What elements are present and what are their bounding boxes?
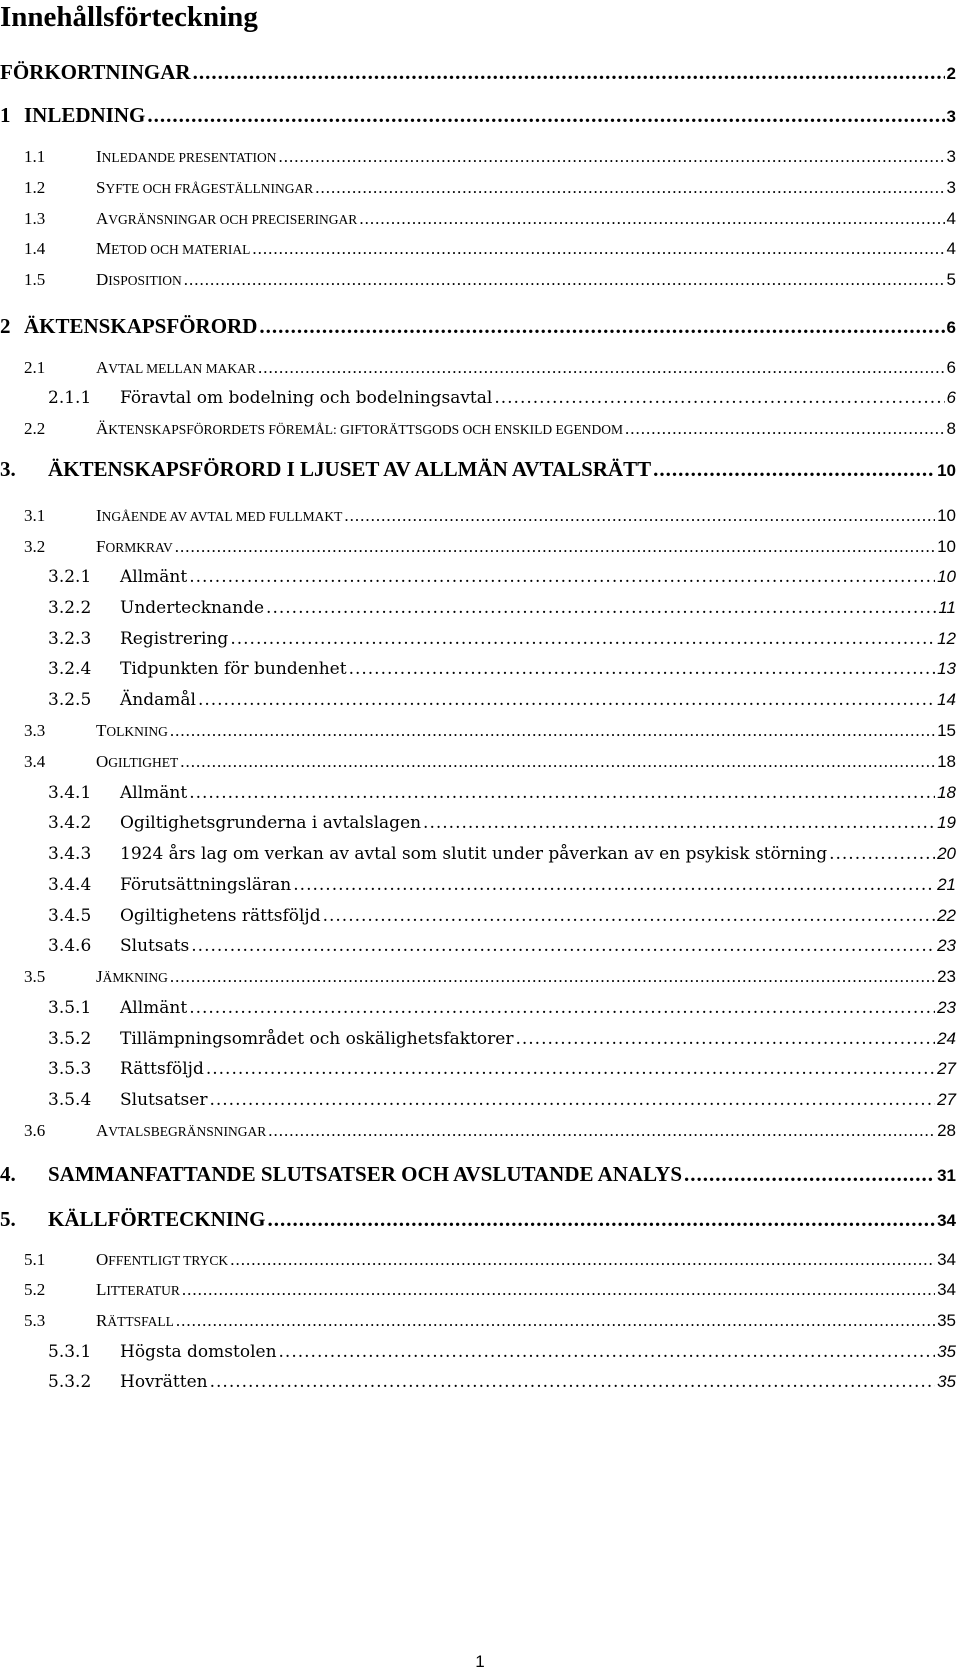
toc-dot-leader xyxy=(494,388,944,408)
toc-dot-leader xyxy=(359,209,944,229)
toc-entry-page: 35 xyxy=(937,1342,956,1361)
toc-entry-title-initial: Tillämpningsområdet och oskälighetsfaktorer xyxy=(120,1029,514,1049)
toc-entry-title-initial: ÄKTENSKAPSFÖRORD I LJUSET AV ALLMÄN AVTALSRÄTT xyxy=(48,457,652,481)
toc-dot-leader xyxy=(170,967,935,987)
toc-entry-title-initial: Allmänt xyxy=(120,783,188,803)
toc-entry-page: 10 xyxy=(937,506,956,525)
toc-entry-title-initial: O xyxy=(96,1250,109,1269)
toc-entry-page: 27 xyxy=(937,1059,956,1078)
toc-entry-title xyxy=(120,659,347,679)
toc-dot-leader xyxy=(829,844,935,864)
toc-entry-number: 1 xyxy=(0,103,11,127)
toc-entry-title-rest: OLKNING xyxy=(106,724,168,739)
toc-entry[interactable] xyxy=(0,209,956,237)
toc-entry-title-rest: ÄMKNING xyxy=(102,970,168,985)
toc-entry-page: 28 xyxy=(937,1121,956,1140)
toc-entry-number: 3.5.2 xyxy=(48,1029,92,1049)
toc-dot-leader xyxy=(206,1059,935,1079)
toc-entry-title xyxy=(48,1207,265,1232)
toc-entry-page: 3 xyxy=(946,178,956,197)
toc-dot-leader xyxy=(323,906,935,926)
toc-entry-page: 11 xyxy=(938,598,956,617)
toc-entry-title-rest: VTALSBEGRÄNSNINGAR xyxy=(108,1124,267,1139)
toc-entry[interactable] xyxy=(0,314,956,342)
toc-entry[interactable] xyxy=(0,783,956,811)
toc-entry-title-initial: S xyxy=(96,178,106,197)
toc-entry-page: 8 xyxy=(946,419,956,438)
toc-entry-number: 5. xyxy=(0,1207,16,1231)
toc-dot-leader xyxy=(279,1342,936,1362)
toc-entry[interactable] xyxy=(0,103,956,131)
toc-entry-number: 3.4.5 xyxy=(48,906,92,926)
toc-entry[interactable] xyxy=(0,752,956,780)
toc-entry-title xyxy=(120,1029,513,1049)
toc-entry-page: 13 xyxy=(937,659,956,678)
toc-entry-number: 2.1.1 xyxy=(48,388,92,408)
toc-dot-leader xyxy=(684,1162,935,1187)
toc-entry-title-initial: Hovrätten xyxy=(120,1372,208,1392)
toc-entry[interactable] xyxy=(0,358,956,386)
toc-entry-title-initial: O xyxy=(96,752,109,771)
toc-entry-page: 10 xyxy=(937,567,956,586)
toc-entry-title-initial: F xyxy=(96,537,106,556)
toc-entry-title-initial: A xyxy=(96,1121,109,1140)
toc-entry-title xyxy=(96,419,623,439)
toc-entry-number: 3.1 xyxy=(24,506,46,525)
toc-entry-page: 19 xyxy=(937,813,956,832)
toc-entry-title xyxy=(24,103,145,128)
toc-entry-title xyxy=(120,690,196,710)
toc-entry-title xyxy=(96,1250,228,1270)
toc-dot-leader xyxy=(266,598,936,618)
toc-entry-title xyxy=(96,721,168,741)
toc-entry-title-initial: Slutsats xyxy=(120,936,190,956)
toc-entry-page: 27 xyxy=(937,1090,956,1109)
toc-entry-number: 3.4.3 xyxy=(48,844,92,864)
toc-entry[interactable] xyxy=(0,998,956,1026)
toc-entry-title xyxy=(120,844,827,864)
toc-entry[interactable] xyxy=(0,1342,956,1370)
toc-entry-page: 34 xyxy=(937,1280,956,1299)
toc-entry-page: 18 xyxy=(937,783,956,802)
toc-entry[interactable] xyxy=(0,178,956,206)
toc-entry[interactable] xyxy=(0,813,956,841)
toc-entry-title-initial: D xyxy=(96,270,109,289)
toc-entry-page: 3 xyxy=(946,147,956,166)
toc-entry[interactable] xyxy=(0,1029,956,1057)
toc-entry-title xyxy=(24,314,257,339)
toc-entry-page: 35 xyxy=(937,1311,956,1330)
toc-entry-number: 1.3 xyxy=(24,209,46,228)
toc-dot-leader xyxy=(198,690,935,710)
toc-entry-number: 3.4.1 xyxy=(48,783,92,803)
toc-entry[interactable] xyxy=(0,875,956,903)
toc-dot-leader xyxy=(230,1250,935,1270)
toc-entry-number: 3.6 xyxy=(24,1121,46,1140)
toc-entry-title-initial: A xyxy=(96,358,109,377)
toc-entry-page: 23 xyxy=(937,967,956,986)
toc-entry-title-initial: ÄKTENSKAPSFÖRORD xyxy=(24,314,258,338)
toc-entry[interactable] xyxy=(0,906,956,934)
toc-entry-title xyxy=(120,1372,208,1392)
toc-entry-number: 5.1 xyxy=(24,1250,46,1269)
toc-entry-title xyxy=(120,1059,204,1079)
toc-entry-title xyxy=(96,178,313,198)
toc-entry-title-rest: ITTERATUR xyxy=(106,1283,180,1298)
toc-entry[interactable] xyxy=(0,1280,956,1308)
toc-entry[interactable] xyxy=(0,270,956,298)
toc-entry-title-rest: KTENSKAPSFÖRORDETS FÖREMÅL: GIFTORÄTTSGODS OCH ENSKILD EGENDOM xyxy=(108,422,623,437)
toc-entry-number: 1.5 xyxy=(24,270,46,289)
toc-entry-number: 3.5.4 xyxy=(48,1090,92,1110)
toc-entry[interactable] xyxy=(0,936,956,964)
toc-dot-leader xyxy=(209,1090,935,1110)
toc-entry[interactable] xyxy=(0,239,956,267)
toc-entry-title-initial: INLEDNING xyxy=(24,103,146,127)
toc-dot-leader xyxy=(189,567,935,587)
toc-entry-page: 23 xyxy=(937,998,956,1017)
toc-entry-title xyxy=(120,813,421,833)
toc-dot-leader xyxy=(176,1311,935,1331)
toc-entry[interactable] xyxy=(0,598,956,626)
toc-entry-page: 18 xyxy=(937,752,956,771)
toc-entry-title-initial: Ändamål xyxy=(120,690,196,710)
toc-entry-title xyxy=(96,537,173,557)
toc-dot-leader xyxy=(175,537,935,557)
toc-entry-number: 1.4 xyxy=(24,239,46,258)
toc-dot-leader xyxy=(344,506,935,526)
toc-entry-number: 1.2 xyxy=(24,178,46,197)
toc-dot-leader xyxy=(189,783,935,803)
toc-dot-leader xyxy=(315,178,944,198)
toc-entry-title-initial: 1924 års lag om verkan av avtal som slutit under påverkan av en psykisk störning xyxy=(120,844,828,864)
toc-entry-title-rest: ISPOSITION xyxy=(108,273,182,288)
toc-entry-title-initial: Slutsatser xyxy=(120,1090,208,1110)
toc-entry-number: 3.5 xyxy=(24,967,46,986)
toc-entry-number: 1.1 xyxy=(24,147,46,166)
toc-entry-number: 3.4.4 xyxy=(48,875,92,895)
toc-entry-number: 4. xyxy=(0,1162,16,1186)
toc-entry-page: 35 xyxy=(937,1372,956,1391)
toc-entry-number: 2.1 xyxy=(24,358,46,377)
toc-entry[interactable] xyxy=(0,659,956,687)
toc-entry-title xyxy=(120,906,321,926)
toc-entry-page: 15 xyxy=(937,721,956,740)
toc-entry[interactable] xyxy=(0,721,956,749)
toc-entry-number: 3.2.4 xyxy=(48,659,92,679)
toc-entry-title-initial: L xyxy=(96,1280,107,1299)
toc-entry-title xyxy=(96,1280,180,1300)
toc-entry[interactable] xyxy=(0,1090,956,1118)
toc-entry-title xyxy=(120,1342,277,1362)
toc-entry-number: 5.3.2 xyxy=(48,1372,92,1392)
toc-entry-page: 20 xyxy=(937,844,956,863)
toc-entry-title xyxy=(0,60,191,85)
toc-entry[interactable] xyxy=(0,1059,956,1087)
toc-entry-title-initial: SAMMANFATTANDE SLUTSATSER OCH AVSLUTANDE ANALYS xyxy=(48,1162,683,1186)
toc-dot-leader xyxy=(653,457,935,482)
toc-entry-title xyxy=(48,457,651,482)
toc-entry[interactable] xyxy=(0,1162,956,1190)
toc-entry-title-initial: Ogiltighetens rättsföljd xyxy=(120,906,321,926)
toc-entry[interactable] xyxy=(0,537,956,565)
toc-dot-leader xyxy=(268,1121,935,1141)
toc-dot-leader xyxy=(182,1280,935,1300)
toc-entry-page: 5 xyxy=(946,270,956,289)
toc-entry-page: 34 xyxy=(937,1250,956,1269)
toc-entry-page: 6 xyxy=(946,388,956,407)
toc-dot-leader xyxy=(193,60,945,85)
toc-entry-page: 2 xyxy=(946,64,956,83)
toc-entry-number: 5.3 xyxy=(24,1311,46,1330)
toc-entry-number: 3.2.5 xyxy=(48,690,92,710)
toc-dot-leader xyxy=(625,419,945,439)
toc-entry-page: 24 xyxy=(937,1029,956,1048)
toc-entry[interactable] xyxy=(0,388,956,416)
toc-entry-number: 3.5.3 xyxy=(48,1059,92,1079)
toc-entry-title-initial: A xyxy=(96,209,109,228)
toc-entry-title-rest: VTAL MELLAN MAKAR xyxy=(108,361,256,376)
toc-dot-leader xyxy=(147,103,944,128)
toc-dot-leader xyxy=(210,1372,935,1392)
toc-entry-page: 31 xyxy=(937,1166,956,1185)
toc-entry-title-initial: I xyxy=(96,506,102,525)
toc-entry-page: 10 xyxy=(937,537,956,556)
toc-title: Innehållsförteckning xyxy=(0,1,258,33)
toc-entry-title xyxy=(120,783,187,803)
toc-entry[interactable] xyxy=(0,506,956,534)
toc-entry[interactable] xyxy=(0,1121,956,1149)
toc-entry-title xyxy=(96,358,256,378)
toc-entry[interactable] xyxy=(0,1372,956,1400)
toc-entry-title-initial: Ä xyxy=(96,419,109,438)
toc-entry-title xyxy=(120,998,187,1018)
toc-entry-number: 3.2.1 xyxy=(48,567,92,587)
toc-entry-number: 5.2 xyxy=(24,1280,46,1299)
toc-entry-title-initial: Rättsföljd xyxy=(120,1059,204,1079)
toc-entry[interactable] xyxy=(0,629,956,657)
toc-entry-number: 2.2 xyxy=(24,419,46,438)
toc-dot-leader xyxy=(191,936,935,956)
toc-entry-title xyxy=(120,598,264,618)
toc-entry-title-rest: FFENTLIGT TRYCK xyxy=(108,1253,229,1268)
toc-entry-title-initial: Allmänt xyxy=(120,998,188,1018)
toc-entry-title-initial: M xyxy=(96,239,112,258)
toc-entry-title xyxy=(120,1090,207,1110)
toc-entry-page: 6 xyxy=(946,358,956,377)
toc-entry-title-initial: Förutsättningsläran xyxy=(120,875,292,895)
toc-entry-number: 3.4.2 xyxy=(48,813,92,833)
toc-entry-title-rest: ETOD OCH MATERIAL xyxy=(111,242,251,257)
toc-entry-number: 3.5.1 xyxy=(48,998,92,1018)
toc-entry-page: 14 xyxy=(937,690,956,709)
toc-entry-number: 3.3 xyxy=(24,721,46,740)
toc-entry-title-initial: T xyxy=(96,721,107,740)
toc-entry-title-initial: FÖRKORTNINGAR xyxy=(0,60,191,84)
toc-entry-title-rest: NLEDANDE PRESENTATION xyxy=(101,150,277,165)
toc-entry-page: 4 xyxy=(946,239,956,258)
toc-entry-number: 3.2.2 xyxy=(48,598,92,618)
toc-entry-title-initial: R xyxy=(96,1311,108,1330)
toc-entry[interactable] xyxy=(0,844,956,872)
toc-entry[interactable] xyxy=(0,457,956,485)
toc-dot-leader xyxy=(349,659,936,679)
toc-dot-leader xyxy=(423,813,935,833)
toc-dot-leader xyxy=(230,629,935,649)
toc-dot-leader xyxy=(189,998,935,1018)
toc-dot-leader xyxy=(515,1029,935,1049)
toc-entry[interactable] xyxy=(0,567,956,595)
toc-entry-title xyxy=(96,270,182,290)
toc-dot-leader xyxy=(293,875,935,895)
toc-dot-leader xyxy=(184,270,945,290)
toc-dot-leader xyxy=(170,721,935,741)
toc-dot-leader xyxy=(258,358,945,378)
toc-entry-title xyxy=(96,1121,266,1141)
toc-entry-number: 2 xyxy=(0,314,11,338)
toc-entry[interactable] xyxy=(0,147,956,175)
toc-entry-title xyxy=(96,147,276,167)
toc-entry-title-initial: Tidpunkten för bundenhet xyxy=(120,659,347,679)
toc-entry-page: 4 xyxy=(946,209,956,228)
toc-entry-title-initial: Allmänt xyxy=(120,567,188,587)
toc-entry[interactable] xyxy=(0,419,956,447)
toc-entry-title xyxy=(120,629,228,649)
toc-entry-title-initial: Högsta domstolen xyxy=(120,1342,277,1362)
toc-entry-page: 22 xyxy=(937,906,956,925)
toc-dot-leader xyxy=(267,1207,935,1232)
toc-dot-leader xyxy=(259,314,944,339)
toc-entry-title-rest: VGRÄNSNINGAR OCH PRECISERINGAR xyxy=(108,212,358,227)
toc-entry[interactable] xyxy=(0,967,956,995)
toc-entry-page: 3 xyxy=(946,107,956,126)
toc-entry-title-initial: I xyxy=(96,147,102,166)
toc-entry-title-initial: Föravtal om bodelning och bodelningsavtal xyxy=(120,388,493,408)
toc-dot-leader xyxy=(252,239,944,259)
toc-entry-number: 3. xyxy=(0,457,16,481)
toc-entry-title xyxy=(48,1162,682,1187)
toc-dot-leader xyxy=(278,147,944,167)
toc-entry-title-initial: Ogiltighetsgrunderna i avtalslagen xyxy=(120,813,422,833)
toc-entry-title-rest: NGÅENDE AV AVTAL MED FULLMAKT xyxy=(101,509,343,524)
toc-dot-leader xyxy=(180,752,935,772)
toc-entry-number: 3.2.3 xyxy=(48,629,92,649)
toc-entry[interactable] xyxy=(0,60,956,88)
footer-page-number: 1 xyxy=(475,1652,485,1671)
toc-entry-page: 10 xyxy=(937,461,956,480)
toc-entry-title-initial: KÄLLFÖRTECKNING xyxy=(48,1207,266,1231)
toc-entry-title-rest: ORMKRAV xyxy=(105,540,173,555)
toc-entry-number: 3.4.6 xyxy=(48,936,92,956)
toc-entry-title-rest: YFTE OCH FRÅGESTÄLLNINGAR xyxy=(105,181,314,196)
toc-entry-title xyxy=(96,239,250,259)
toc-entry-title-rest: GILTIGHET xyxy=(108,755,179,770)
toc-entry-title-initial: J xyxy=(96,967,103,986)
toc-entry-title xyxy=(120,567,187,587)
toc-entry-page: 23 xyxy=(937,936,956,955)
toc-entry-title xyxy=(96,967,168,987)
toc-entry-title-initial: Undertecknande xyxy=(120,598,265,618)
toc-entry[interactable] xyxy=(0,1311,956,1339)
toc-entry-page: 34 xyxy=(937,1211,956,1230)
toc-entry-number: 3.4 xyxy=(24,752,46,771)
toc-entry[interactable] xyxy=(0,1250,956,1278)
toc-entry-title xyxy=(120,388,492,408)
toc-entry[interactable] xyxy=(0,1207,956,1235)
toc-entry-title xyxy=(96,506,342,526)
toc-entry[interactable] xyxy=(0,690,956,718)
toc-entry-title xyxy=(96,1311,174,1331)
toc-entry-page: 12 xyxy=(937,629,956,648)
toc-entry-page: 6 xyxy=(946,318,956,337)
toc-entry-title xyxy=(96,752,178,772)
toc-entry-title-rest: ÄTTSFALL xyxy=(107,1314,174,1329)
toc-entry-number: 5.3.1 xyxy=(48,1342,92,1362)
toc-entry-number: 3.2 xyxy=(24,537,46,556)
toc-entry-title xyxy=(120,936,189,956)
toc-entry-page: 21 xyxy=(937,875,956,894)
toc-entry-title xyxy=(120,875,291,895)
toc-entry-title-initial: Registrering xyxy=(120,629,229,649)
toc-entry-title xyxy=(96,209,357,229)
